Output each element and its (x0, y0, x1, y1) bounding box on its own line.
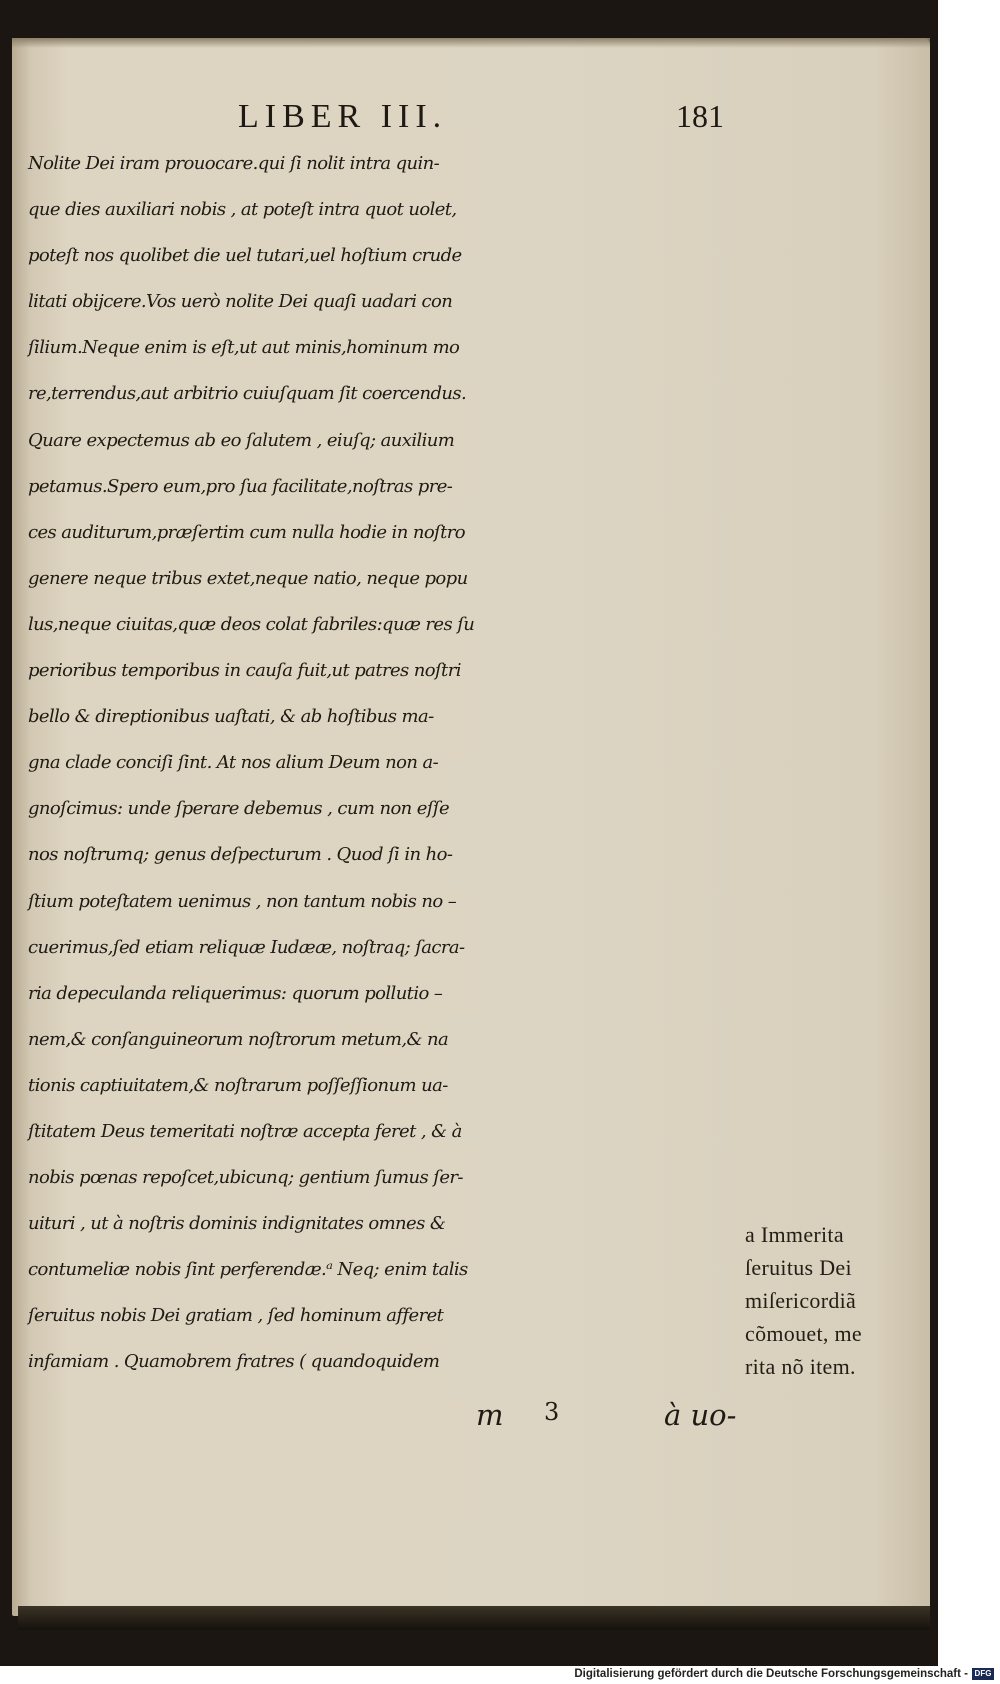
text-line: ces auditurum,præſertim cum nulla hodie in noſtro (28, 521, 465, 543)
footer-credit (574, 1664, 994, 1684)
text-line: genere neque tribus extet,neque natio, neque popu (28, 567, 468, 589)
text-line: nobis pœnas repoſcet,ubicunq; gentium ſumus ſer- (28, 1167, 463, 1189)
signature-number: 3 (544, 1398, 560, 1426)
text-line: petamus.Spero eum,pro ſua facilitate,noſtras pre- (28, 475, 453, 497)
marginal-note-line: ſeruitus Dei (745, 1255, 852, 1280)
text-line: ſeruitus nobis Dei gratiam , ſed hominum afferet (28, 1305, 444, 1327)
signature-mark: m (476, 1398, 504, 1432)
text-line: litati obijcere.Vos uerò nolite Dei quaſi uadari con (28, 291, 453, 313)
text-line: ſtitatem Deus temeritati noſtræ accepta feret , & à (28, 1120, 462, 1142)
catchword: à uo- (664, 1398, 737, 1432)
marginal-note-line: miſericordiã (745, 1288, 857, 1313)
text-line: bello & direptionibus uaſtati, & ab hoſtibus ma- (28, 706, 434, 728)
marginal-note-line: cõmouet, me (745, 1321, 862, 1346)
signature-line (476, 1398, 756, 1442)
text-line: ſilium.Neque enim is eſt,ut aut minis,hominum mo (28, 337, 460, 359)
marginal-note-line: a Immerita (745, 1222, 844, 1247)
text-line: poteſt nos quolibet die uel tutari,uel hoſtium crude (28, 245, 462, 267)
dfg-logo: DFG (972, 1668, 994, 1680)
text-line: tionis captiuitatem,& noſtrarum poſſeſſionum ua- (28, 1074, 448, 1096)
marginal-note (745, 1218, 927, 1383)
text-line: lus,neque ciuitas,quæ deos colat fabriles:quæ res ſu (28, 613, 475, 635)
page-edge-shadow (12, 38, 930, 48)
text-line: nos noſtrumq; genus deſpecturum . Quod ſi in ho- (28, 844, 453, 866)
body-text (28, 141, 748, 1386)
text-line: uituri , ut à noſtris dominis indignitates omnes & (28, 1213, 446, 1235)
text-line: nem,& conſanguineorum noſtrorum metum,& na (28, 1028, 449, 1050)
text-line: contumeliæ nobis ſint perferendæ.ᵃ Neq; enim talis (28, 1259, 468, 1281)
running-head: LIBER III. (238, 98, 448, 135)
text-line: cuerimus,ſed etiam reliquæ Iudææ, noſtraq; ſacra- (28, 936, 465, 958)
text-line: Nolite Dei iram prouocare.qui ſi nolit intra quin- (28, 153, 440, 174)
page-number: 181 (676, 98, 724, 134)
text-line: gna clade conciſi ſint. At nos alium Deum non a- (28, 752, 439, 774)
text-line: Quare expectemus ab eo ſalutem , eiuſq; auxilium (28, 429, 455, 451)
text-line: ria depeculanda reliquerimus: quorum pollutio – (28, 982, 443, 1004)
text-line: que dies auxiliari nobis , at poteſt intra quot uolet, (28, 199, 457, 221)
marginal-note-line: rita nõ item. (745, 1354, 856, 1379)
text-line: gnoſcimus: unde ſperare debemus , cum non eſſe (28, 798, 450, 820)
book-edge-shadow (18, 1606, 930, 1630)
text-line: ſtium poteſtatem uenimus , non tantum nobis no – (28, 890, 457, 912)
text-line: re,terrendus,aut arbitrio cuiuſquam ſit coercendus. (28, 383, 467, 405)
footer-credit-text: Digitalisierung gefördert durch die Deutsche Forschungsgemeinschaft - (574, 1668, 968, 1680)
text-line: infamiam . Quamobrem fratres ( quandoquidem (28, 1351, 440, 1373)
text-line: perioribus temporibus in cauſa fuit,ut patres noſtri (28, 660, 461, 682)
